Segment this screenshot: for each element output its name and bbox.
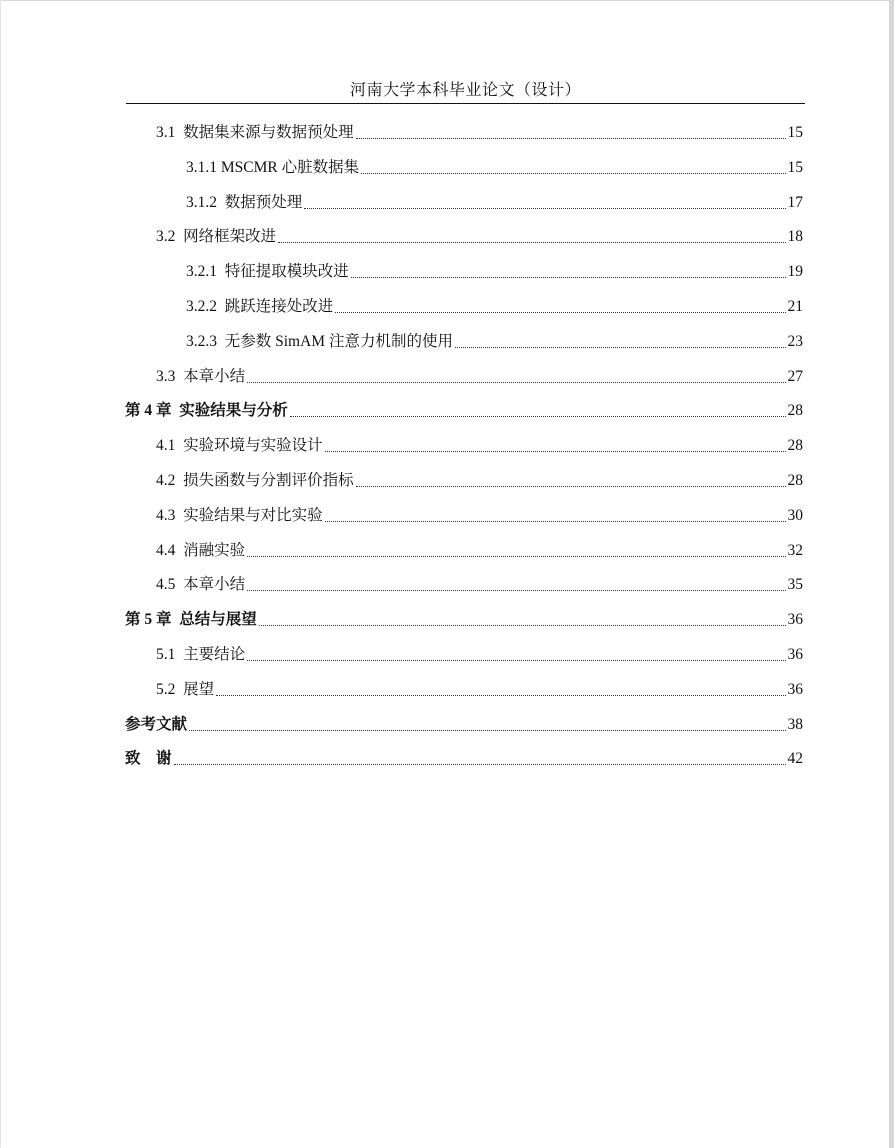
toc-entry-page: 18	[787, 228, 803, 246]
toc-entry-number: 3.2.3	[186, 332, 225, 350]
toc-entry-page: 23	[787, 332, 803, 350]
toc-entry-number: 3.1.2	[186, 193, 225, 211]
toc-entry[interactable]	[125, 400, 803, 422]
toc-entry-page: 42	[787, 750, 803, 768]
toc-entry-number: 3.2.1	[186, 263, 225, 281]
toc-entry-page: 36	[787, 611, 803, 629]
toc-entry-title: 数据集来源与数据预处理	[183, 124, 354, 141]
toc-dot-leader	[247, 381, 785, 383]
toc-entry-title: 数据预处理	[224, 193, 303, 211]
toc-entry-page: 36	[787, 680, 803, 698]
toc-dot-leader	[174, 763, 786, 765]
toc-entry[interactable]	[186, 157, 803, 179]
toc-entry-number: 5.1	[156, 646, 184, 663]
toc-dot-leader	[304, 207, 785, 209]
toc-entry-title: 网络框架改进	[183, 228, 277, 246]
toc-entry-page: 21	[787, 298, 803, 315]
toc-entry-number: 第 4 章	[125, 402, 180, 420]
toc-entry-number: 4.3	[156, 506, 184, 524]
toc-entry-page: 30	[787, 506, 803, 524]
toc-entry[interactable]	[186, 192, 803, 214]
toc-dot-leader	[356, 137, 786, 139]
toc-entry-page: 27	[787, 367, 803, 385]
toc-dot-leader	[290, 415, 786, 417]
toc-entry-title: 消融实验	[183, 541, 246, 559]
toc-dot-leader	[278, 241, 785, 243]
toc-entry[interactable]	[156, 435, 803, 457]
toc-entry-page: 15	[787, 158, 803, 176]
toc-entry[interactable]	[156, 644, 803, 666]
toc-dot-leader	[247, 659, 785, 661]
toc-entry-title: 本章小结	[183, 576, 246, 594]
toc-entry-page: 28	[787, 437, 803, 455]
toc-entry[interactable]	[156, 470, 803, 492]
toc-entry-title: 实验结果与对比实验	[183, 506, 323, 524]
toc-entry[interactable]	[186, 331, 803, 353]
toc-dot-leader	[247, 555, 785, 557]
toc-dot-leader	[335, 311, 785, 313]
toc-entry-number: 3.2	[156, 228, 184, 246]
toc-entry[interactable]	[156, 122, 803, 144]
toc-entry[interactable]	[156, 574, 803, 596]
toc-entry-number: 4.2	[156, 472, 184, 489]
toc-entry-title: 参考文献	[125, 715, 188, 733]
toc-entry-page: 28	[787, 402, 803, 420]
toc-entry[interactable]	[125, 714, 803, 736]
toc-entry-title: 展望	[183, 680, 215, 698]
toc-dot-leader	[259, 624, 786, 626]
toc-entry-number: 3.1.1	[186, 158, 221, 176]
toc-entry[interactable]	[125, 748, 803, 770]
toc-dot-leader	[247, 589, 785, 591]
toc-entry[interactable]	[186, 261, 803, 283]
toc-entry-number: 4.5	[156, 576, 184, 594]
toc-entry-number: 3.2.2	[186, 298, 225, 315]
toc-entry-page: 32	[787, 541, 803, 559]
toc-entry-number: 4.1	[156, 437, 184, 455]
toc-entry[interactable]	[156, 505, 803, 527]
toc-entry-title: MSCMR 心脏数据集	[220, 158, 360, 176]
toc-entry-title: 本章小结	[183, 367, 246, 385]
toc-entry-title: 无参数 SimAM 注意力机制的使用	[224, 332, 453, 350]
toc-entry-title: 跳跃连接处改进	[224, 298, 334, 315]
toc-entry-page: 38	[787, 715, 803, 733]
toc-entry-title: 主要结论	[183, 646, 246, 663]
toc-dot-leader	[356, 485, 786, 487]
toc-dot-leader	[351, 276, 786, 278]
toc-entry[interactable]	[156, 226, 803, 248]
toc-entry-number: 4.4	[156, 541, 184, 559]
toc-entry-page: 19	[787, 263, 803, 281]
toc-entry-title: 特征提取模块改进	[224, 263, 349, 281]
toc-entry-page: 36	[787, 646, 803, 663]
toc-entry-number: 第 5 章	[125, 611, 180, 629]
toc-entry-page: 15	[787, 124, 803, 141]
viewer-edge	[889, 0, 894, 1148]
toc-entry-title: 损失函数与分割评价指标	[183, 472, 354, 489]
toc-dot-leader	[325, 450, 786, 452]
toc-dot-leader	[189, 729, 785, 731]
toc-entry-page: 17	[787, 193, 803, 211]
toc-dot-leader	[455, 346, 786, 348]
toc-entry-number: 5.2	[156, 680, 184, 698]
toc-entry-title: 总结与展望	[179, 611, 257, 629]
toc-entry-page: 35	[787, 576, 803, 594]
toc-entry-page: 28	[787, 472, 803, 489]
toc-dot-leader	[325, 520, 786, 522]
document-page	[1, 1, 889, 1148]
toc-entry-title: 致 谢	[125, 750, 172, 768]
toc-entry-number: 3.3	[156, 367, 184, 385]
page-header-title: 河南大学本科毕业论文（设计）	[349, 80, 581, 99]
toc-dot-leader	[216, 694, 785, 696]
toc-entry[interactable]	[125, 609, 803, 631]
toc-entry-number: 3.1	[156, 124, 184, 141]
toc-entry-title: 实验环境与实验设计	[183, 437, 323, 455]
toc-entry[interactable]	[156, 366, 803, 388]
toc-entry-title: 实验结果与分析	[179, 402, 288, 420]
toc-entry[interactable]	[186, 296, 803, 318]
toc-entry[interactable]	[156, 540, 803, 562]
toc-entry[interactable]	[156, 679, 803, 701]
toc-dot-leader	[361, 172, 785, 174]
table-of-contents	[1, 1, 889, 1148]
